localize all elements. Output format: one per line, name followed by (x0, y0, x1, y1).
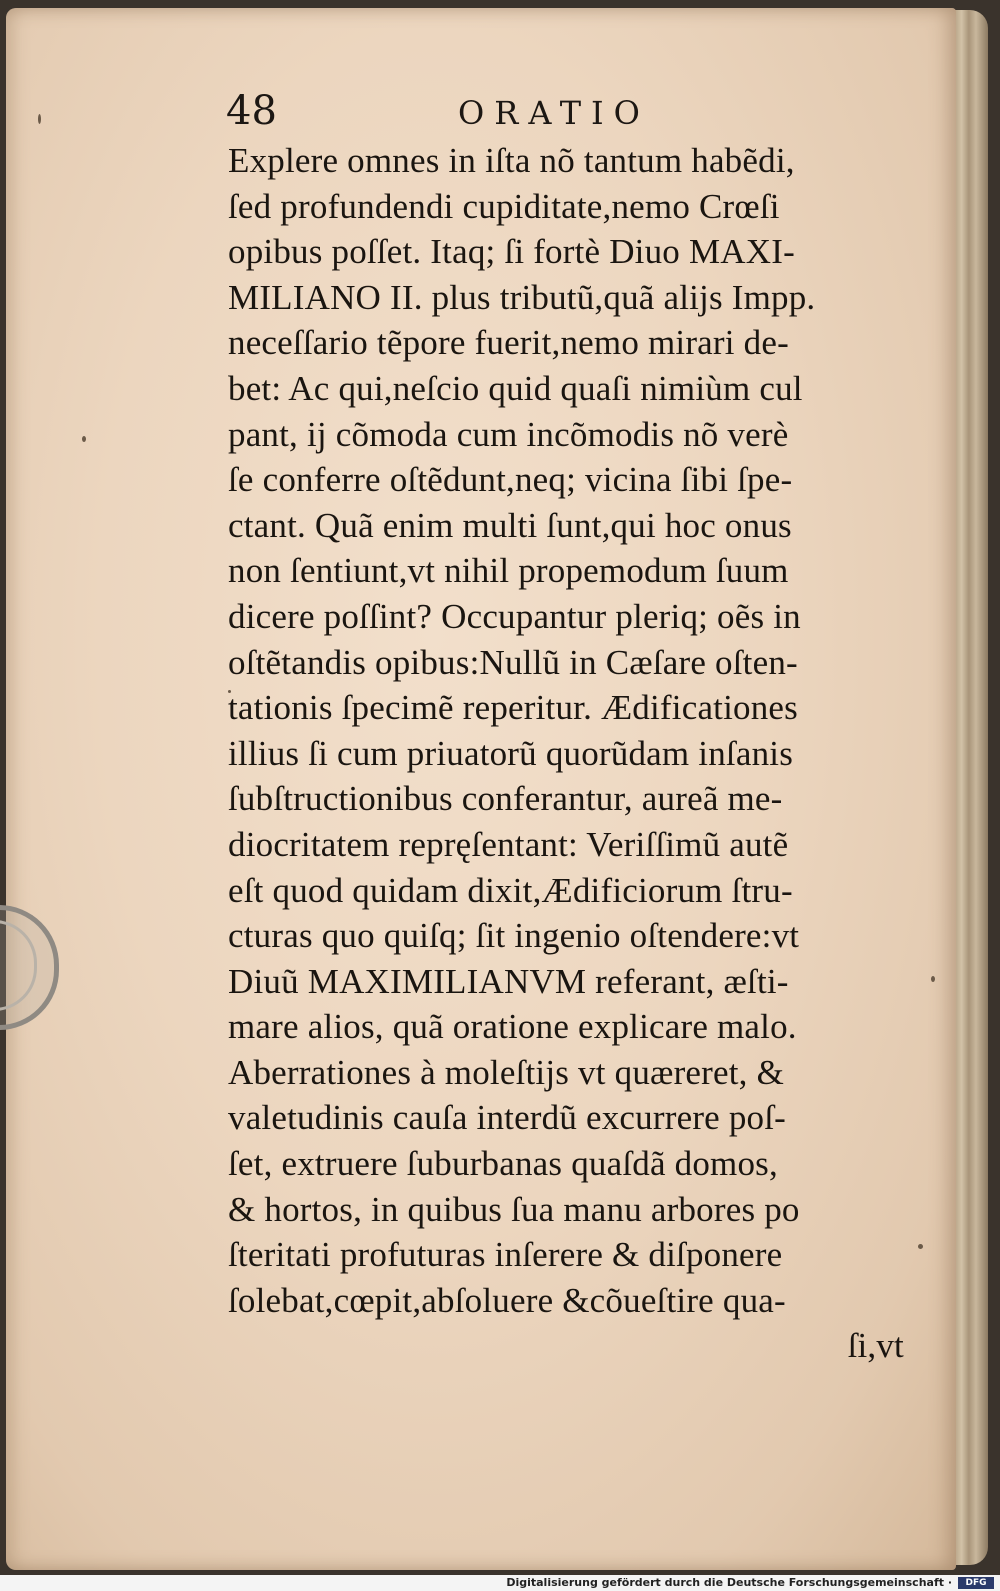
ink-speck (38, 114, 41, 124)
text-line: ſe conferre oſtẽdunt,neq; vicina ſibi ſpe- (228, 460, 793, 500)
text-line: MILIANO II. plus tributũ,quã alijs Impp. (228, 277, 816, 317)
text-line: tationis ſpecimẽ reperitur. Ædificationes (228, 688, 798, 728)
text-line: Aberrationes à moleſtijs vt quæreret, & (228, 1052, 784, 1092)
text-line: neceſſario tẽpore fuerit,nemo mirari de- (228, 323, 789, 363)
text-line: diocritatem repręſentant: Veriſſimũ autẽ (228, 824, 789, 864)
ink-speck (82, 436, 86, 442)
ink-speck (931, 976, 935, 982)
dfg-logo: DFG (958, 1577, 994, 1589)
text-line: ſed profundendi cupiditate,nemo Crœſi (228, 186, 780, 226)
text-line: ſolebat,cœpit,abſoluere &cõueſtire qua- (228, 1280, 786, 1320)
catchword: ſi,vt (847, 1326, 904, 1366)
digitization-footer (0, 1575, 1000, 1591)
text-line: oſtẽtandis opibus:Nullũ in Cæſare oſten- (228, 642, 798, 682)
text-line: Diuũ MAXIMILIANVM referant, æſti- (228, 961, 789, 1001)
text-line: & hortos, in quibus ſua manu arbores po (228, 1189, 800, 1229)
text-line: valetudinis cauſa interdũ excurrere poſ- (228, 1098, 787, 1138)
text-line: ſubſtructionibus conferantur, aureã me- (228, 779, 783, 819)
text-line: pant, ij cõmoda cum incõmodis nõ verè (228, 414, 789, 454)
funding-credit: Digitalisierung gefördert durch die Deutsche Forschungsgemeinschaft · (506, 1576, 952, 1589)
text-line: opibus poſſet. Itaq; ſi fortè Diuo MAXI- (228, 232, 795, 272)
text-line: eſt quod quidam dixit,Ædificiorum ſtru- (228, 870, 793, 910)
text-line: mare alios, quã oratione explicare malo. (228, 1007, 797, 1047)
text-line: cturas quo quiſq; ſit ingenio oſtendere:vt (228, 916, 800, 956)
text-line: dicere poſſint? Occupantur pleriq; oẽs in (228, 596, 801, 636)
text-line: non ſentiunt,vt nihil propemodum ſuum (228, 551, 789, 591)
text-line: illius ſi cum priuatorũ quorũdam inſanis (228, 733, 794, 773)
text-line: Explere omnes in iſta nõ tantum habẽdi, (228, 141, 795, 180)
page-number: 48 (226, 88, 277, 134)
text-line: ctant. Quã enim multi ſunt,qui hoc onus (228, 505, 792, 545)
text-line: bet: Ac qui,neſcio quid quaſi nimiùm cul (228, 368, 803, 408)
page-header (226, 88, 906, 138)
body-text (228, 138, 908, 1369)
text-line: ſet, extruere ſuburbanas quaſdã domos, (228, 1144, 778, 1184)
text-line: ſteritati profuturas inſerere & diſponere (228, 1235, 783, 1275)
running-head: ORATIO (458, 94, 650, 132)
ink-speck (918, 1244, 923, 1249)
